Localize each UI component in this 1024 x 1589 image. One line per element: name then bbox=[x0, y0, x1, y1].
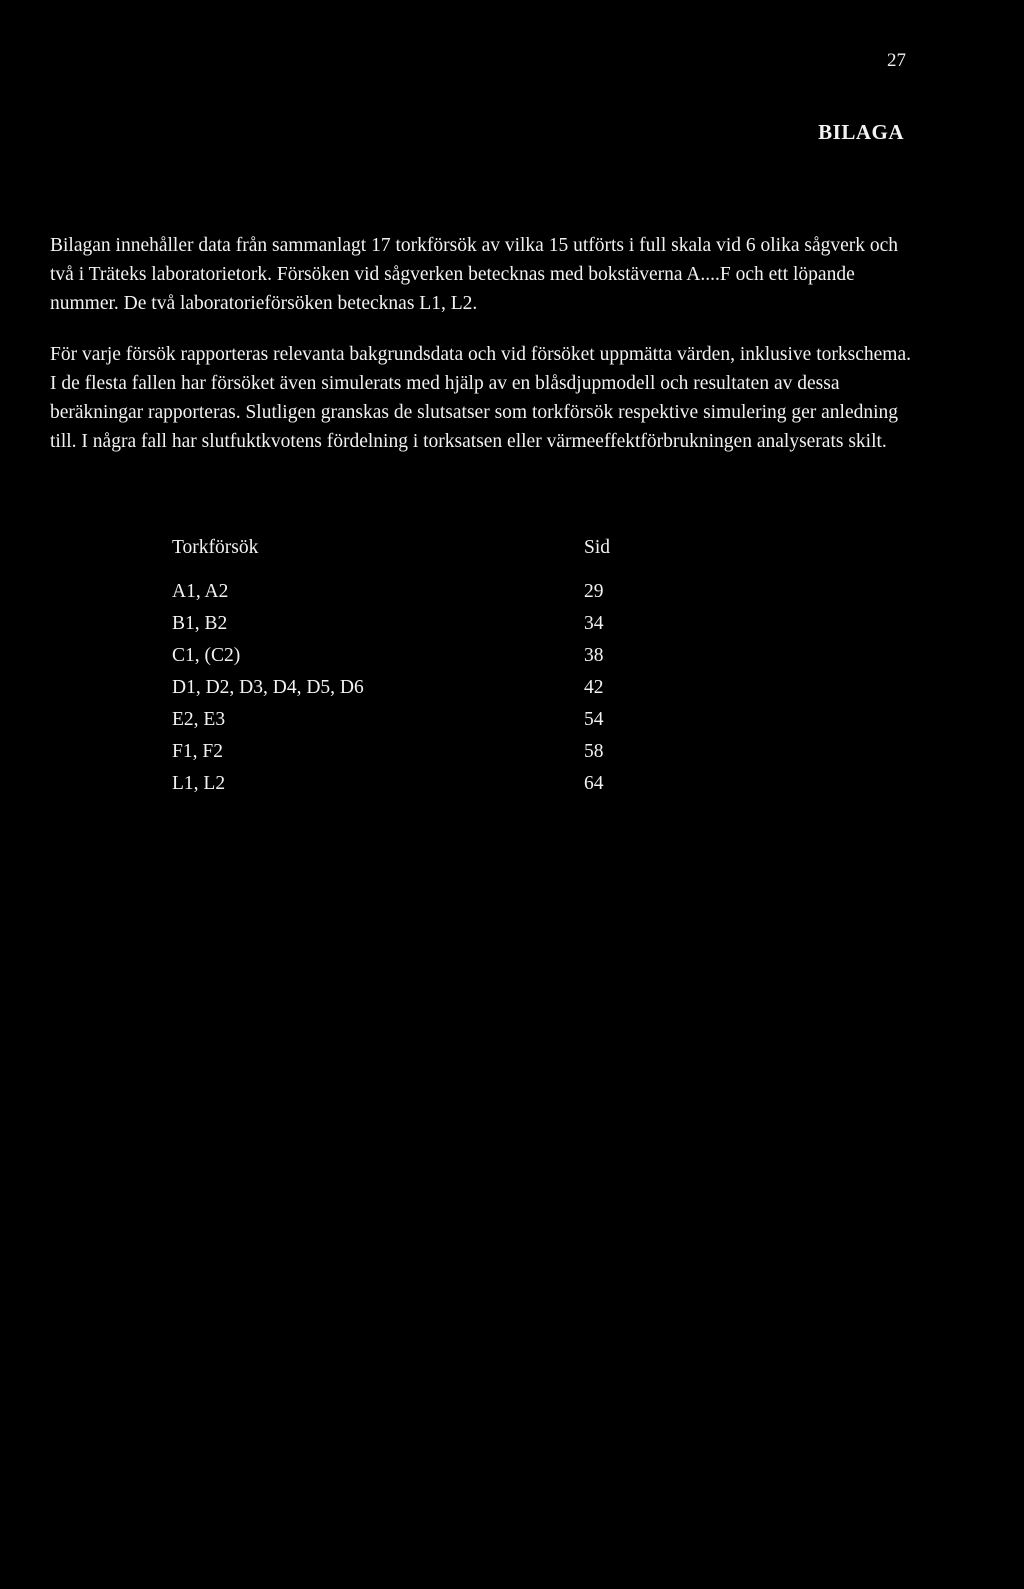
toc-header-experiment: Torkförsök bbox=[172, 537, 259, 558]
toc-row-page: 38 bbox=[584, 645, 604, 666]
toc-row bbox=[172, 704, 632, 736]
page-heading: BILAGA bbox=[818, 120, 904, 144]
toc-row bbox=[172, 736, 632, 768]
toc-row-page: 42 bbox=[584, 677, 604, 698]
toc-row-page: 54 bbox=[584, 709, 604, 730]
toc-row-label: L1, L2 bbox=[172, 773, 226, 794]
toc-row-label: B1, B2 bbox=[172, 613, 228, 634]
toc-row-page: 58 bbox=[584, 741, 604, 762]
toc-row bbox=[172, 768, 632, 800]
toc-row bbox=[172, 640, 632, 672]
toc-table bbox=[172, 532, 632, 800]
toc-row-page: 34 bbox=[584, 613, 604, 634]
toc-row-page: 29 bbox=[584, 581, 604, 602]
toc-row-label: C1, (C2) bbox=[172, 645, 241, 666]
toc-row bbox=[172, 576, 632, 608]
page-number: 27 bbox=[887, 50, 906, 71]
toc-row-label: D1, D2, D3, D4, D5, D6 bbox=[172, 677, 364, 698]
toc-row-label: A1, A2 bbox=[172, 581, 229, 602]
toc-row bbox=[172, 672, 632, 704]
toc-row-label: F1, F2 bbox=[172, 741, 223, 762]
toc-row-page: 64 bbox=[584, 773, 604, 794]
toc-header-page: Sid bbox=[584, 537, 611, 558]
description-paragraph: För varje försök rapporteras relevanta bakgrundsdata och vid försöket uppmätta värden, inklusive torkschema. I de flesta fallen har försöket även simulerats med hjälp av en blåsdjupmodell och resultaten av dessa beräkningar rapporteras. Slutligen granskas de slutsatser som torkförsök respektive simulering ger anledning till. I några fall har slutfuktkvotens fördelning i torksatsen eller värmeeffektförbrukningen analyserats skilt. bbox=[50, 344, 911, 452]
toc-row bbox=[172, 608, 632, 640]
intro-paragraph: Bilagan innehåller data från sammanlagt 17 torkförsök av vilka 15 utförts i full skala vid 6 olika sågverk och två i Träteks laboratorietork. Försöken vid sågverken betecknas med bokstäverna A....F och ett löpande nummer. De två laboratorieförsöken betecknas L1, L2. bbox=[50, 235, 899, 314]
toc-row-label: E2, E3 bbox=[172, 709, 226, 730]
toc-header-row bbox=[172, 532, 632, 576]
